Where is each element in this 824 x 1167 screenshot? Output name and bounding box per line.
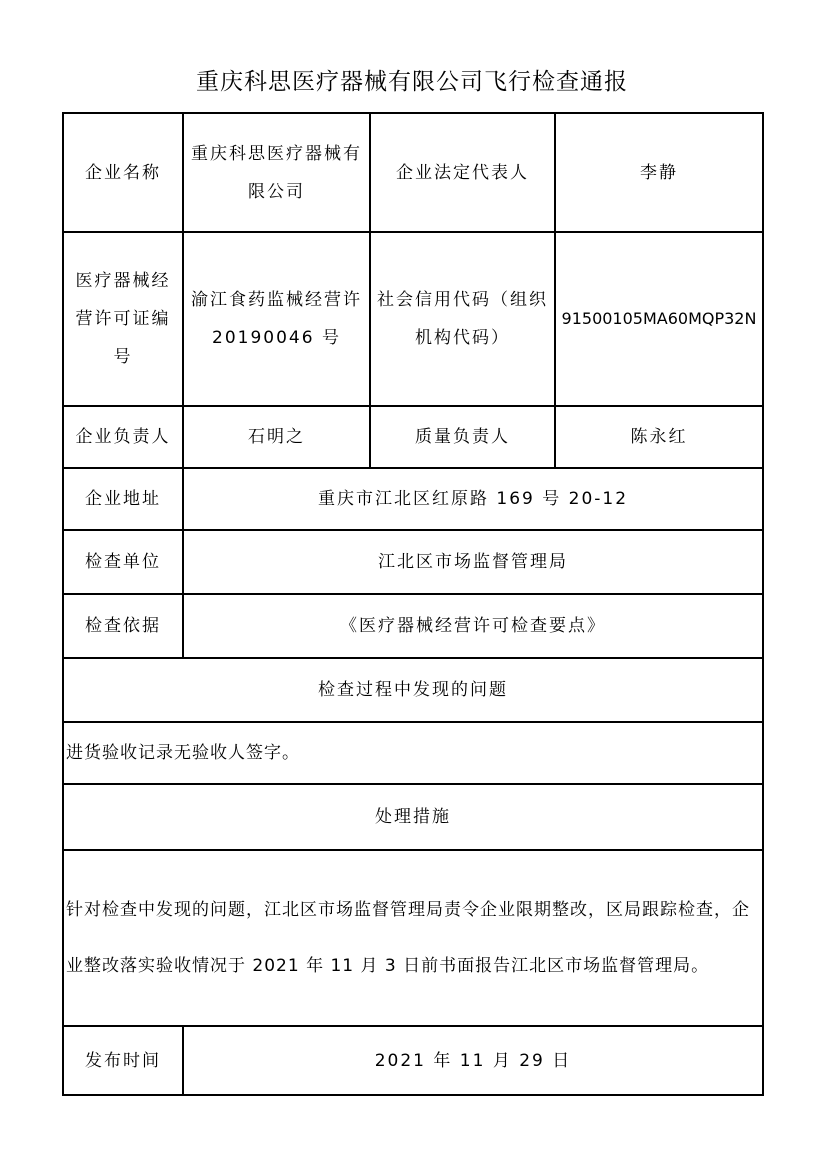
inspection-report-table [62,112,764,1096]
person-in-charge-label: 企业负责人 [63,406,183,468]
company-name-value: 重庆科思医疗器械有限公司 [183,113,370,232]
legal-rep-label: 企业法定代表人 [370,113,555,232]
table-row [63,850,763,1026]
company-name-label: 企业名称 [63,113,183,232]
table-row [63,1026,763,1095]
quality-label: 质量负责人 [370,406,555,468]
publish-value: 2021 年 11 月 29 日 [183,1026,763,1095]
license-label: 医疗器械经营许可证编号 [63,232,183,406]
table-row [63,594,763,658]
table-row [63,406,763,468]
table-row [63,530,763,594]
inspector-value: 江北区市场监督管理局 [183,530,763,594]
publish-label: 发布时间 [63,1026,183,1095]
issues-header: 检查过程中发现的问题 [63,658,763,722]
inspector-label: 检查单位 [63,530,183,594]
basis-value: 《医疗器械经营许可检查要点》 [183,594,763,658]
measures-text: 针对检查中发现的问题，江北区市场监督管理局责令企业限期整改，区局跟踪检查，企业整改落实验收情况于 2021 年 11 月 3 日前书面报告江北区市场监督管理局。 [63,850,763,1026]
license-value: 渝江食药监械经营许 20190046 号 [183,232,370,406]
credit-code-label: 社会信用代码（组织机构代码） [370,232,555,406]
quality-value: 陈永红 [555,406,763,468]
basis-label: 检查依据 [63,594,183,658]
issues-text: 进货验收记录无验收人签字。 [63,722,763,784]
table-row [63,658,763,722]
table-row [63,722,763,784]
table-row [63,784,763,850]
legal-rep-value: 李静 [555,113,763,232]
address-label: 企业地址 [63,468,183,530]
table-row [63,113,763,232]
address-value: 重庆市江北区红原路 169 号 20-12 [183,468,763,530]
credit-code-value: 91500105MA60MQP32N [555,232,763,406]
document-title: 重庆科思医疗器械有限公司飞行检查通报 [196,69,628,95]
table-row [63,232,763,406]
measures-header: 处理措施 [63,784,763,850]
person-in-charge-value: 石明之 [183,406,370,468]
table-row [63,468,763,530]
